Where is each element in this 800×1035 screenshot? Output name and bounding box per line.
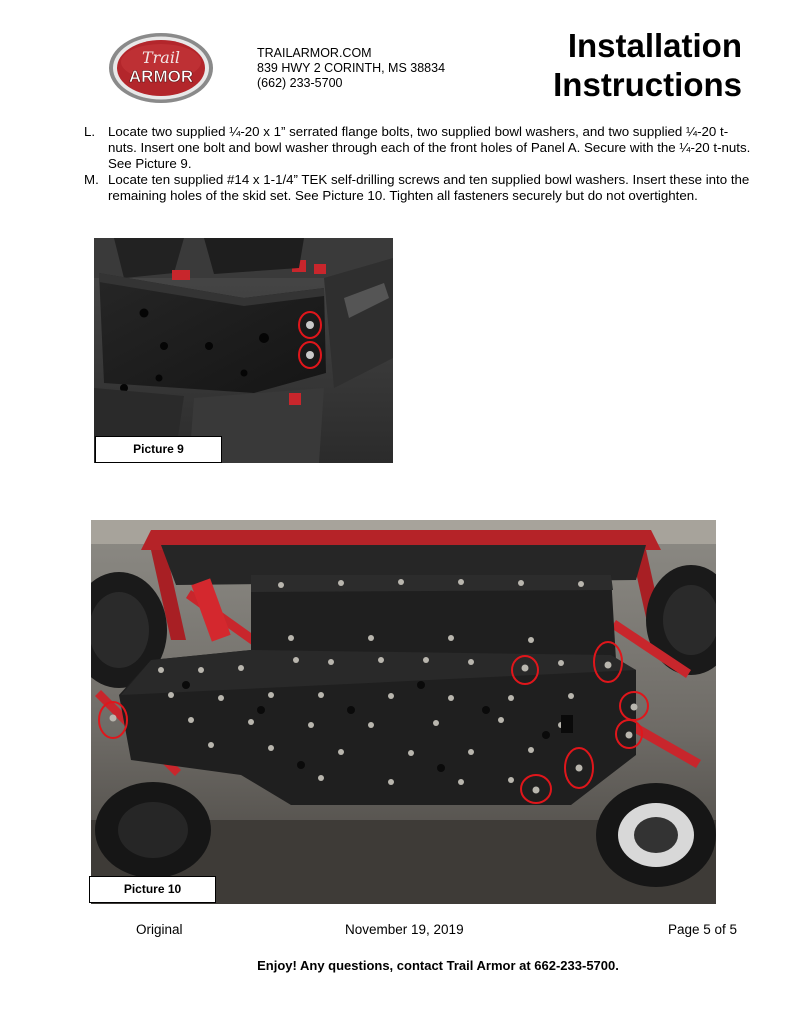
step-m: [84, 172, 754, 204]
company-address: 839 HWY 2 CORINTH, MS 38834: [257, 61, 446, 75]
footer-original: Original: [136, 922, 183, 937]
company-info: [257, 46, 445, 91]
logo-text-trail: Trail: [141, 48, 181, 67]
title-line-1: Installation: [567, 27, 742, 64]
trail-armor-logo: [108, 32, 214, 104]
step-letter: L.: [84, 124, 96, 139]
company-website: TRAILARMOR.COM: [257, 46, 372, 60]
picture-10-caption: Picture 10: [89, 876, 216, 903]
picture-10-photo: [91, 520, 716, 904]
footer-contact: Enjoy! Any questions, contact Trail Armor at 662-233-5700.: [257, 958, 619, 973]
picture-9-caption: Picture 9: [95, 436, 222, 463]
logo-text-armor: ARMOR: [128, 67, 194, 86]
step-l: [84, 124, 754, 171]
step-text: Locate ten supplied #14 x 1-1/4” TEK self-drilling screws and ten supplied bowl washers. Insert these into the remaining holes of the skid set. See Picture 10. Tighten all fasteners securely but do not overtighten.: [108, 172, 750, 204]
instruction-steps: [84, 124, 754, 205]
step-letter: M.: [84, 172, 99, 188]
document-title: [502, 26, 742, 104]
step-text: Locate two supplied ¼-20 x 1” serrated flange bolts, two supplied bowl washers, and two supplied ¼-20 t-nuts. Insert one bolt and bowl washer through each of the front holes of Panel A. Secure with the ¼-20 t-nuts. See Picture 9.: [108, 124, 751, 171]
company-phone: (662) 233-5700: [257, 76, 343, 90]
footer-page-number: Page 5 of 5: [667, 922, 737, 937]
title-line-2: Instructions: [553, 66, 742, 103]
picture-9-photo: [94, 238, 393, 463]
footer-date: November 19, 2019: [345, 922, 464, 937]
